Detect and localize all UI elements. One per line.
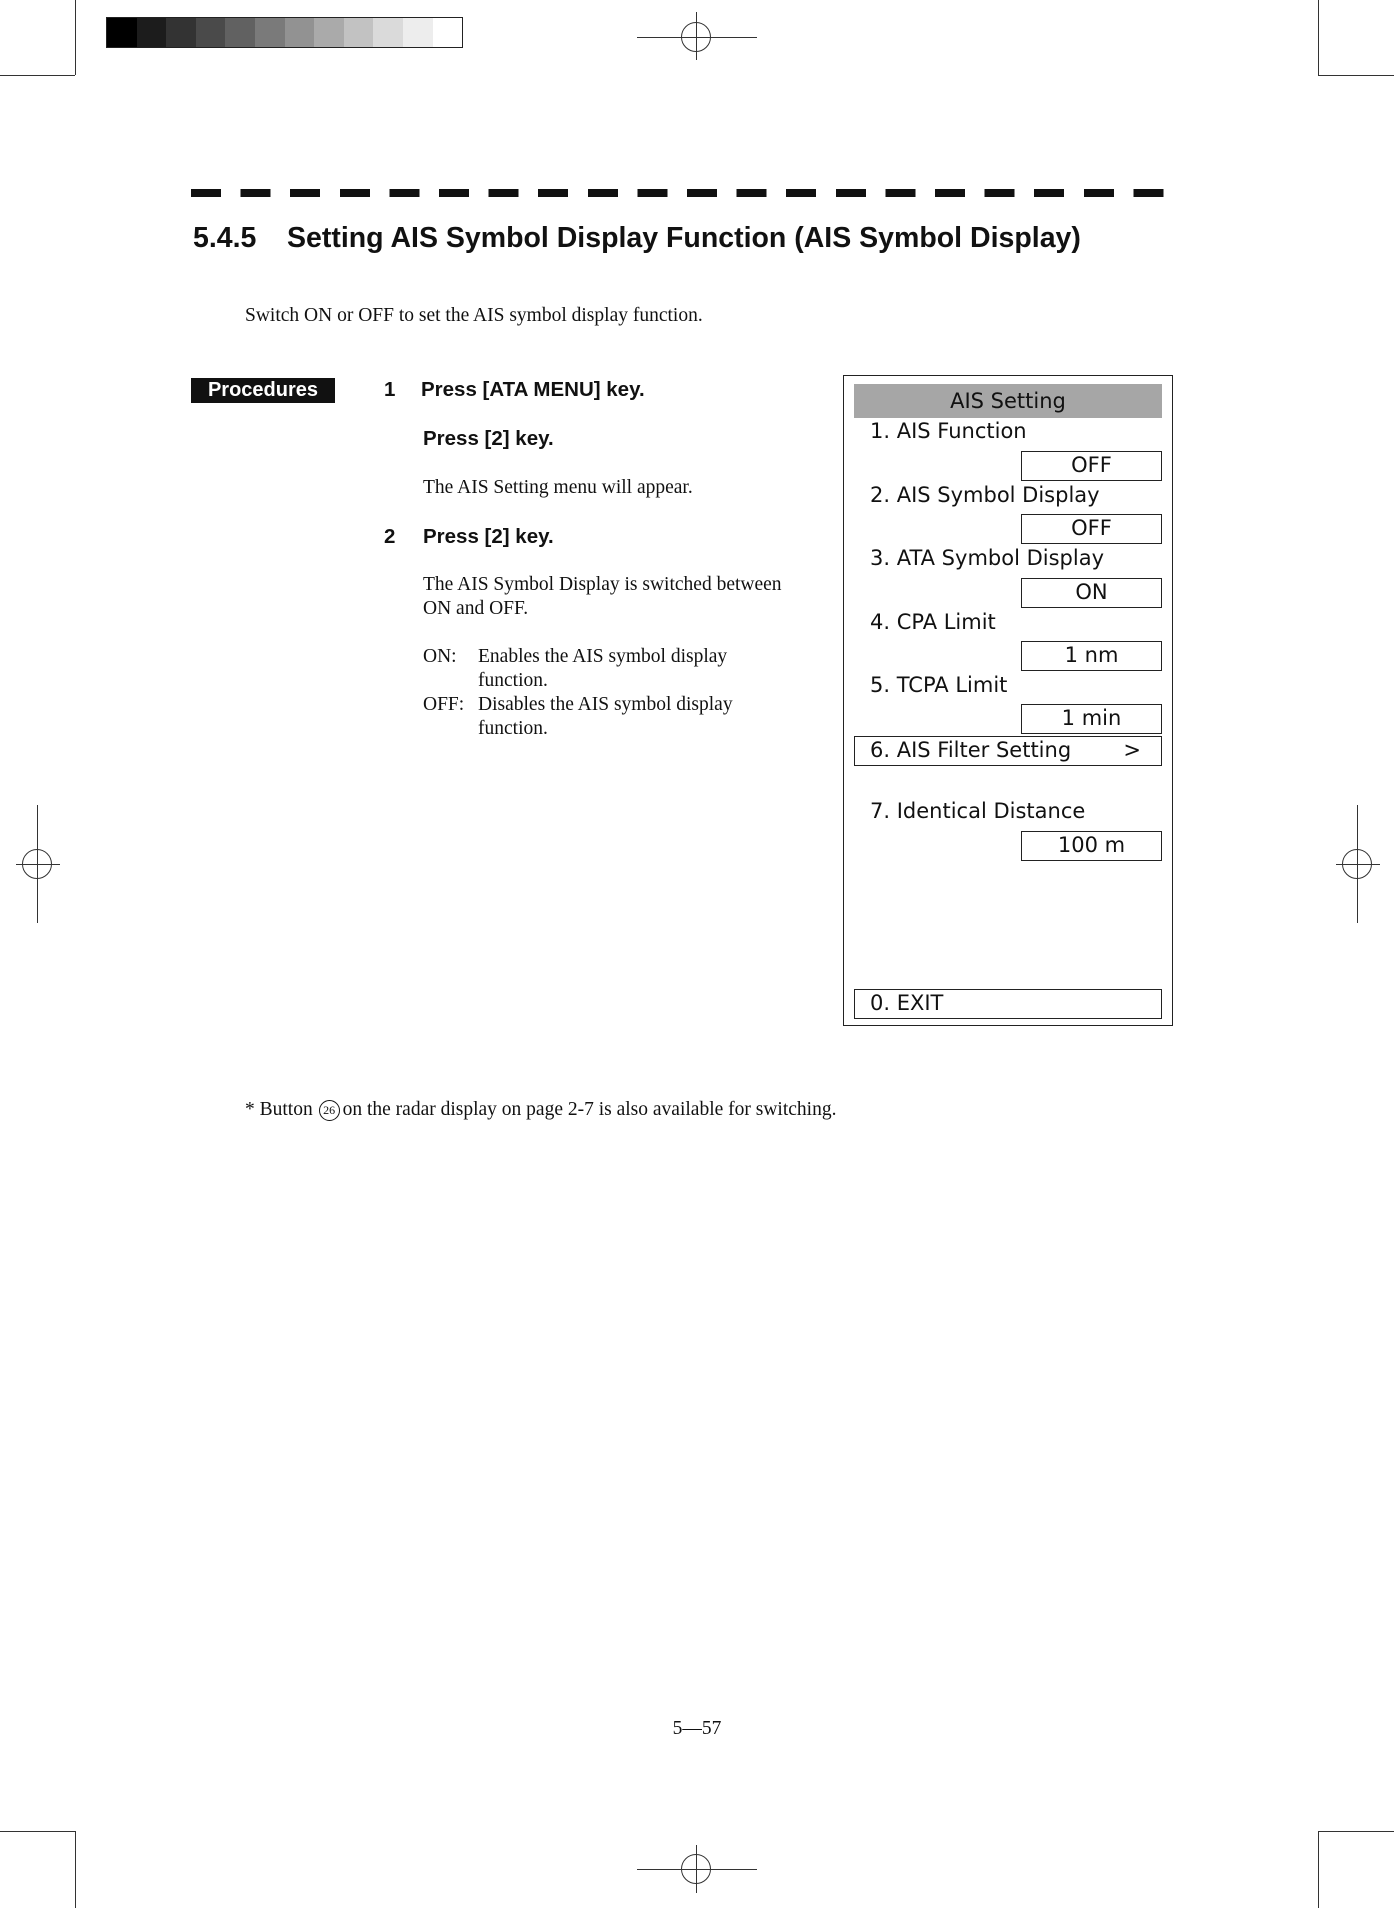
step-2-text: Press [2] key. [423, 525, 554, 548]
option-off-line-1: Disables the AIS symbol display [478, 694, 733, 715]
gray-scale-swatch [344, 18, 374, 47]
ais-setting-menu [843, 375, 1173, 1026]
section-title: Setting AIS Symbol Display Function (AIS Symbol Display) [287, 222, 1081, 254]
exit-label: 0. EXIT [870, 991, 944, 1015]
value-ais-function[interactable]: OFF [1021, 451, 1162, 481]
gray-scale-swatch [285, 18, 315, 47]
option-on [423, 645, 727, 693]
gray-scale-swatch [403, 18, 433, 47]
section-heading [193, 222, 1081, 255]
gray-scale-swatch [373, 18, 403, 47]
value-identical-distance[interactable]: 100 m [1021, 831, 1162, 861]
dashed-section-rule [191, 189, 1181, 197]
option-off-key: OFF: [423, 694, 465, 715]
step-1-result: The AIS Setting menu will appear. [423, 477, 693, 498]
step-1-text: Press [ATA MENU] key. [421, 378, 645, 401]
step-2-result [423, 573, 782, 621]
footnote-prefix: * Button [245, 1099, 313, 1120]
gray-scale-swatch [137, 18, 167, 47]
gray-scale-bar [106, 17, 463, 48]
step-2-result-line-1: The AIS Symbol Display is switched between [423, 574, 782, 595]
value-cpa-limit[interactable]: 1 nm [1021, 641, 1162, 671]
gray-scale-swatch [166, 18, 196, 47]
circled-number-icon: 26 [319, 1100, 340, 1121]
menu-item-exit[interactable] [854, 989, 1162, 1019]
menu-item-ais-symbol-display[interactable]: 2. AIS Symbol Display [870, 483, 1100, 507]
option-off [423, 693, 733, 741]
option-on-line-1: Enables the AIS symbol display [478, 646, 728, 667]
page-number: 5—57 [672, 1718, 722, 1739]
footnote [245, 1099, 836, 1121]
intro-text: Switch ON or OFF to set the AIS symbol display function. [245, 305, 703, 326]
chevron-right-icon: > [1123, 738, 1141, 762]
step-2-number: 2 [384, 525, 396, 548]
section-number: 5.4.5 [193, 222, 257, 254]
option-off-line-2: function. [478, 718, 548, 739]
footnote-suffix: on the radar display on page 2-7 is also available for switching. [342, 1099, 837, 1120]
menu-item-cpa-limit[interactable]: 4. CPA Limit [870, 610, 996, 634]
gray-scale-swatch [314, 18, 344, 47]
ais-filter-setting-label: 6. AIS Filter Setting [870, 738, 1072, 762]
gray-scale-swatch [196, 18, 226, 47]
option-on-line-2: function. [478, 670, 548, 691]
value-ata-symbol-display[interactable]: ON [1021, 578, 1162, 608]
option-on-key: ON: [423, 646, 457, 667]
menu-item-ais-function[interactable]: 1. AIS Function [870, 419, 1027, 443]
menu-item-identical-distance[interactable]: 7. Identical Distance [870, 799, 1086, 823]
value-tcpa-limit[interactable]: 1 min [1021, 704, 1162, 734]
procedures-label: Procedures [191, 378, 335, 403]
value-ais-symbol-display[interactable]: OFF [1021, 514, 1162, 544]
menu-item-ata-symbol-display[interactable]: 3. ATA Symbol Display [870, 546, 1104, 570]
menu-item-ais-filter-setting[interactable] [854, 736, 1162, 766]
step-2-result-line-2: ON and OFF. [423, 598, 529, 619]
menu-item-tcpa-limit[interactable]: 5. TCPA Limit [870, 673, 1008, 697]
gray-scale-swatch [107, 18, 137, 47]
menu-title: AIS Setting [854, 384, 1162, 418]
step-1b-text: Press [2] key. [423, 427, 554, 450]
gray-scale-swatch [225, 18, 255, 47]
step-1-number: 1 [384, 378, 396, 401]
gray-scale-swatch [255, 18, 285, 47]
gray-scale-swatch [433, 18, 463, 47]
